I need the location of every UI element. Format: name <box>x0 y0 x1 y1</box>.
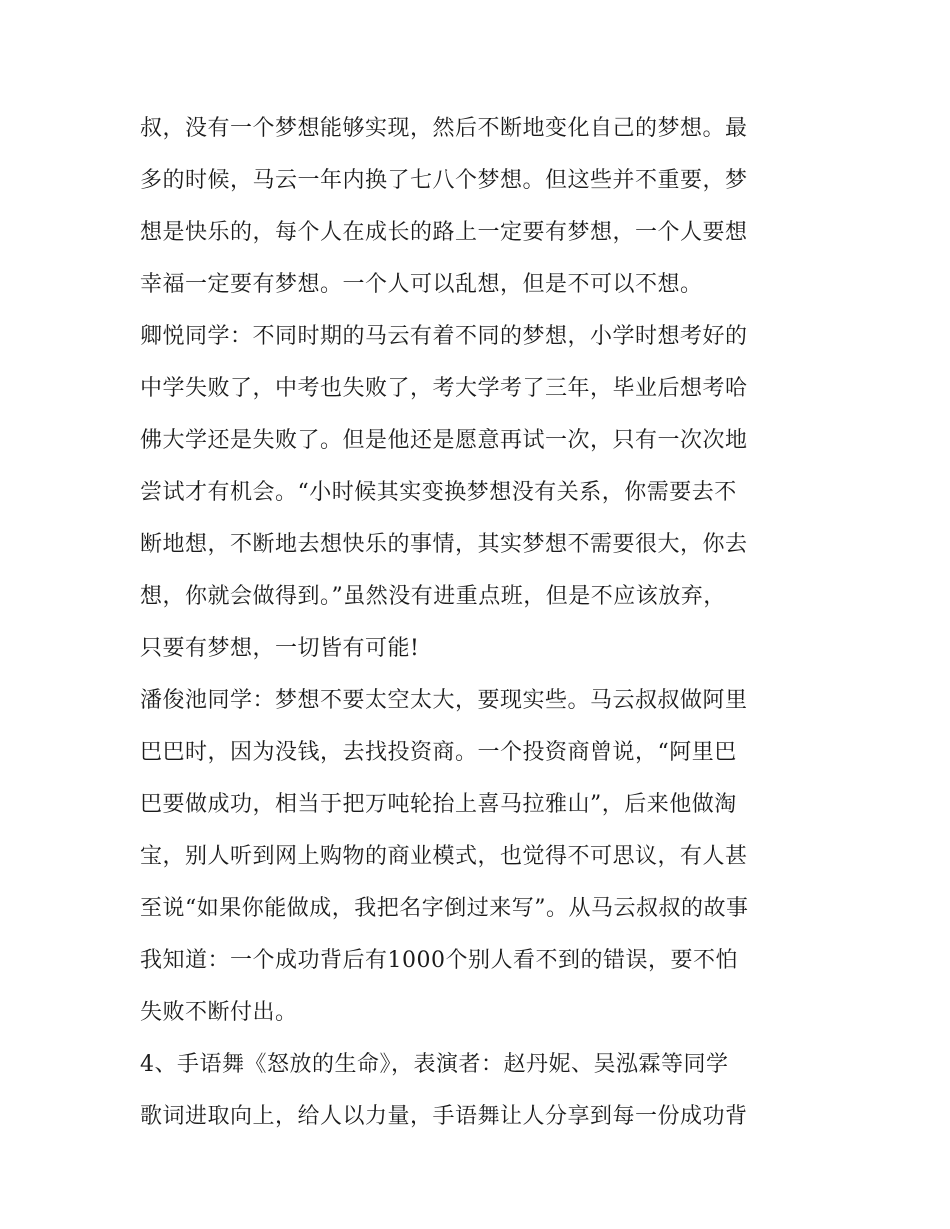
text-line: 想，你就会做得到。”虽然没有进重点班，但是不应该放弃， <box>140 584 726 609</box>
text-line: 失败不断付出。 <box>140 1000 298 1025</box>
text-line: 4、手语舞《怒放的生命》，表演者：赵丹妮、吴泓霖等同学 <box>140 1052 729 1077</box>
text-line: 只要有梦想，一切皆有可能! <box>140 636 420 661</box>
text-line: 中学失败了，中考也失败了，考大学考了三年，毕业后想考哈 <box>140 376 748 401</box>
text-line: 卿悦同学：不同时期的马云有着不同的梦想，小学时想考好的 <box>140 324 748 349</box>
text-line: 潘俊池同学：梦想不要太空太大，要现实些。马云叔叔做阿里 <box>140 688 748 713</box>
document-body <box>140 103 820 1143</box>
text-line: 歌词进取向上，给人以力量，手语舞让人分享到每一份成功背 <box>140 1104 748 1129</box>
text-line: 想是快乐的，每个人在成长的路上一定要有梦想，一个人要想 <box>140 220 748 245</box>
text-line: 幸福一定要有梦想。一个人可以乱想，但是不可以不想。 <box>140 272 703 297</box>
text-line: 巴要做成功，相当于把万吨轮抬上喜马拉雅山”，后来他做淘 <box>140 792 737 817</box>
text-line: 我知道：一个成功背后有1000个别人看不到的错误，要不怕 <box>140 948 738 973</box>
text-line: 尝试才有机会。“小时候其实变换梦想没有关系，你需要去不 <box>140 480 737 505</box>
text-line: 宝，别人听到网上购物的商业模式，也觉得不可思议，有人甚 <box>140 844 748 869</box>
text-line: 叔，没有一个梦想能够实现，然后不断地变化自己的梦想。最 <box>140 116 748 141</box>
text-line: 断地想，不断地去想快乐的事情，其实梦想不需要很大，你去 <box>140 532 748 557</box>
text-line: 多的时候，马云一年内换了七八个梦想。但这些并不重要，梦 <box>140 168 748 193</box>
text-line: 佛大学还是失败了。但是他还是愿意再试一次，只有一次次地 <box>140 428 748 453</box>
text-line: 至说“如果你能做成，我把名字倒过来写”。从马云叔叔的故事 <box>140 896 749 921</box>
text-line: 巴巴时，因为没钱，去找投资商。一个投资商曾说，“阿里巴 <box>140 740 737 765</box>
